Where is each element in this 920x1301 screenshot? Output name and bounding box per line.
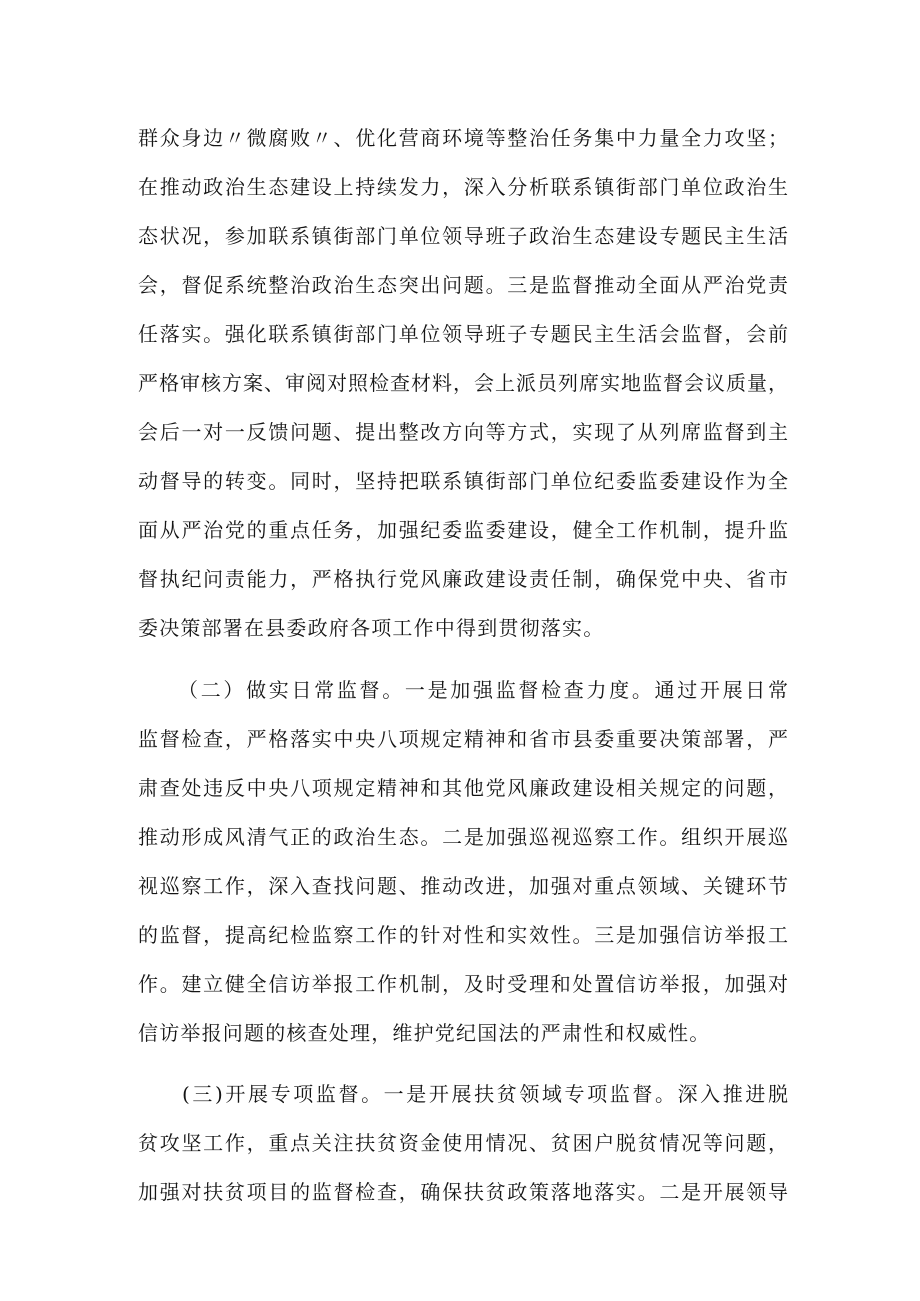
text-line: 监督检查，严格落实中央八项规定精神和省市县委重要决策部署，严 <box>138 727 788 751</box>
text-line: 群众身边〃微腐败〃、优化营商环境等整治任务集中力量全力攻坚； <box>138 126 788 150</box>
text-line: 推动形成风清气正的政治生态。二是加强巡视巡察工作。组织开展巡 <box>138 825 788 849</box>
text-line: 严格审核方案、审阅对照检查材料，会上派员列席实地监督会议质量， <box>138 371 788 395</box>
text-line: 肃查处违反中央八项规定精神和其他党风廉政建设相关规定的问题， <box>138 776 788 800</box>
text-line: 在推动政治生态建设上持续发力，深入分析联系镇街部门单位政治生 <box>138 175 788 199</box>
text-line: 督执纪问责能力，严格执行党风廉政建设责任制，确保党中央、省市 <box>138 567 788 591</box>
text-line: 视巡察工作，深入查找问题、推动改进，加强对重点领域、关键环节 <box>138 874 788 898</box>
text-line: 委决策部署在县委政府各项工作中得到贯彻落实。 <box>138 616 605 640</box>
paragraph-first-line: （二）做实日常监督。一是加强监督检查力度。通过开展日常 <box>178 678 788 702</box>
text-line: 任落实。强化联系镇街部门单位领导班子专题民主生活会监督，会前 <box>138 322 788 346</box>
text-line: 态状况，参加联系镇街部门单位领导班子政治生态建设专题民主生活 <box>138 224 788 248</box>
text-line: 会后一对一反馈问题、提出整改方向等方式，实现了从列席监督到主 <box>138 420 788 444</box>
text-line: 动督导的转变。同时，坚持把联系镇街部门单位纪委监委建设作为全 <box>138 469 788 493</box>
text-line: 加强对扶贫项目的监督检查，确保扶贫政策落地落实。二是开展领导 <box>138 1180 788 1204</box>
text-line: 贫攻坚工作，重点关注扶贫资金使用情况、贫困户脱贫情况等问题， <box>138 1131 788 1155</box>
text-line: 的监督，提高纪检监察工作的针对性和实效性。三是加强信访举报工 <box>138 923 788 947</box>
text-line: 会，督促系统整治政治生态突出问题。三是监督推动全面从严治党责 <box>138 273 788 297</box>
text-line: 作。建立健全信访举报工作机制，及时受理和处置信访举报，加强对 <box>138 972 788 996</box>
text-line: 面从严治党的重点任务，加强纪委监委建设，健全工作机制，提升监 <box>138 518 788 542</box>
text-line: 信访举报问题的核查处理，维护党纪国法的严肃性和权威性。 <box>138 1021 711 1045</box>
paragraph-first-line: (三)开展专项监督。一是开展扶贫领域专项监督。深入推进脱 <box>182 1082 788 1106</box>
